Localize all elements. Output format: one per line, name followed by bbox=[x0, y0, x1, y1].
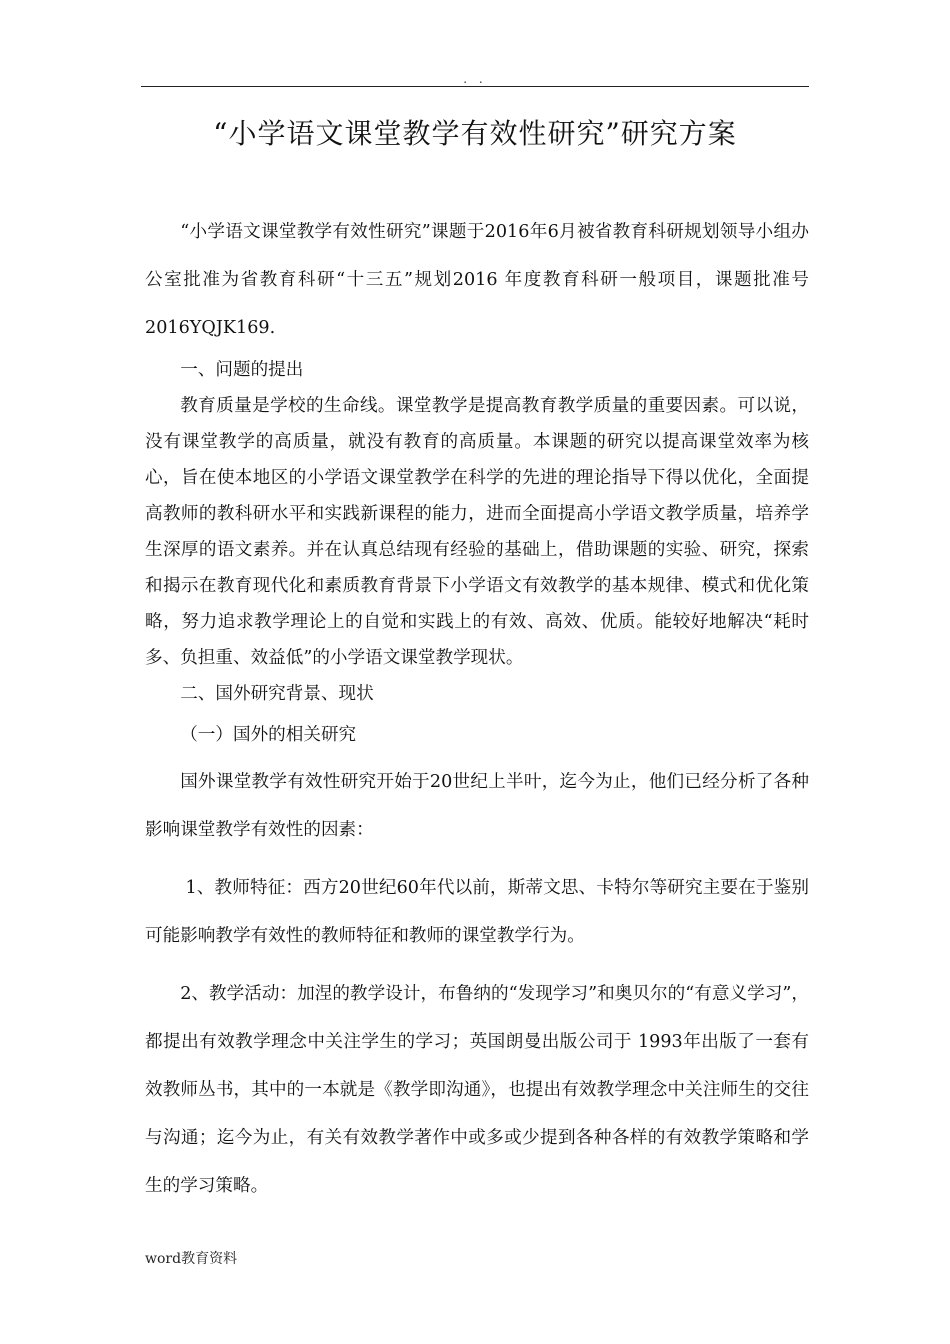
spacer bbox=[145, 854, 809, 864]
intro-paragraph: “小学语文课堂教学有效性研究”课题于2016年6月被省教育科研规划领导小组办公室批准为省教育科研“十三五”规划2016 年度教育科研一般项目，课题批准号2016YQJK169. bbox=[145, 222, 809, 338]
page-header-dots: . . bbox=[463, 72, 487, 86]
section2-subheading: （一）国外的相关研究 bbox=[180, 725, 357, 745]
spacer bbox=[145, 960, 809, 970]
section2-heading: 二、国外研究背景、现状 bbox=[180, 684, 374, 704]
document-body bbox=[145, 208, 809, 1210]
section1-body: 教育质量是学校的生命线。课堂教学是提高教育教学质量的重要因素。可以说，没有课堂教学的高质量，就没有教育的高质量。本课题的研究以提高课堂效率为核心，旨在使本地区的小学语文课堂教学在科学的先进的理论指导下得以优化，全面提高教师的教科研水平和实践新课程的能力，进而全面提高小学语文教学质量，培养学生深厚的语文素养。并在认真总结现有经验的基础上，借助课题的实验、研究，探索和揭示在教育现代化和素质教育背景下小学语文有效教学的基本规律、模式和优化策略，努力追求教学理论上的自觉和实践上的有效、高效、优质。能较好地解决“耗时多、负担重、效益低”的小学语文课堂教学现状。 bbox=[145, 396, 809, 668]
document-title: “小学语文课堂教学有效性研究”研究方案 bbox=[213, 117, 737, 150]
section1-heading: 一、问题的提出 bbox=[180, 360, 304, 380]
list-item: 1、教师特征：西方20世纪60年代以前，斯蒂文思、卡特尔等研究主要在于鉴别可能影响教学有效性的教师特征和教师的课堂教学行为。 bbox=[145, 878, 809, 946]
list-item: 2、教学活动：加涅的教学设计，布鲁纳的“发现学习”和奥贝尔的“有意义学习”， 都提出有效教学理念中关注学生的学习；英国朗曼出版公司于 1993年出版了一套有效教师丛书，其中的一本就是《教学即沟通》，也提出有效教学理念中关注师生的交往与沟通；迄今为止，有关有效教学著作中或多或少提到各种各样的有效教学策略和学生的学习策略。 bbox=[145, 984, 809, 1196]
page-footer: word教育资料 bbox=[145, 1251, 238, 1267]
section2-lead: 国外课堂教学有效性研究开始于20世纪上半叶，迄今为止，他们已经分析了各种影响课堂教学有效性的因素： bbox=[145, 772, 809, 840]
header-rule bbox=[141, 86, 809, 87]
